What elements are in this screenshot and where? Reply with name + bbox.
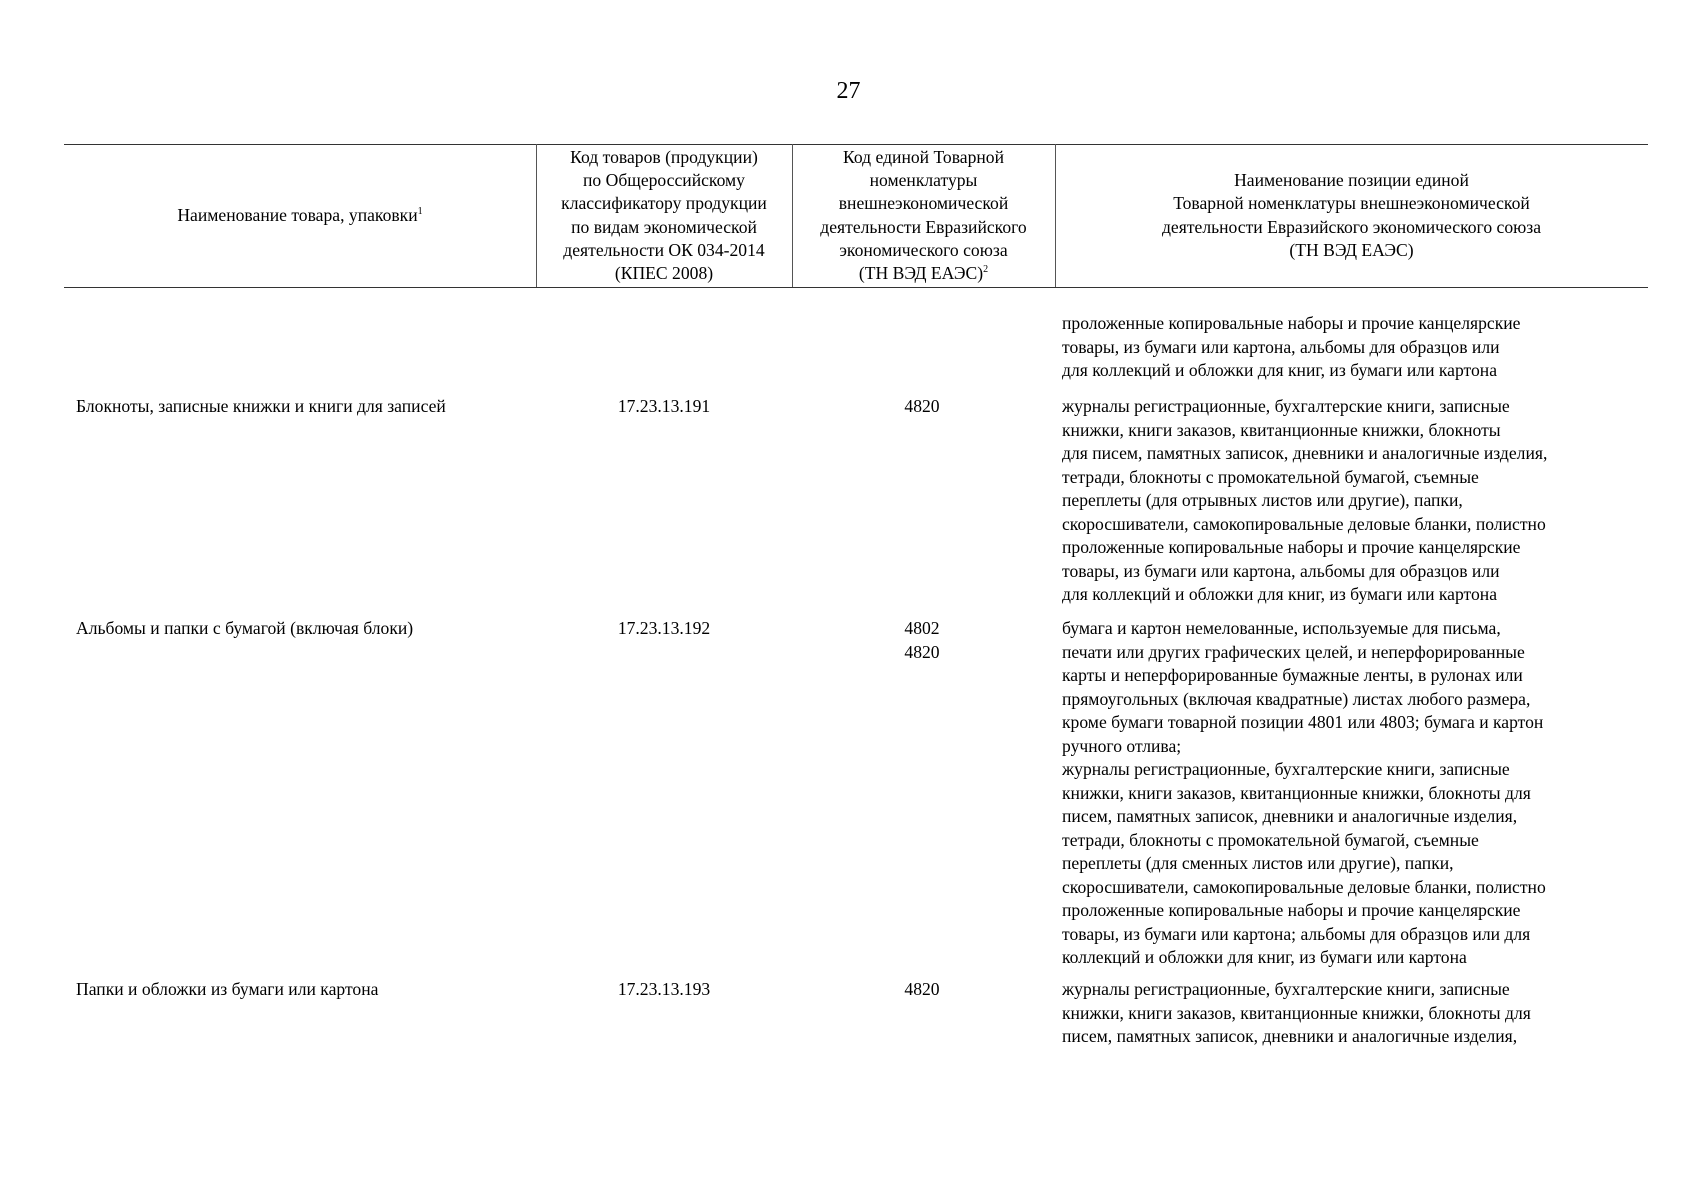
description-line: журналы регистрационные, бухгалтерские книги, записные	[1062, 979, 1510, 999]
description-line: тетради, блокноты с промокательной бумагой, съемные	[1062, 829, 1479, 850]
description-line: кроме бумаги товарной позиции 4801 или 4803; бумага и картон	[1062, 712, 1544, 732]
header-col-name	[64, 144, 536, 287]
row-3-description	[1062, 978, 1648, 1049]
description-line: товары, из бумаги или картона, альбомы для образцов или	[1062, 336, 1500, 357]
description-line: проложенные копировальные наборы и прочие канцелярские	[1062, 537, 1521, 557]
description-line: проложенные копировальные наборы и прочие канцелярские	[1062, 900, 1521, 920]
description-line: книжки, книги заказов, квитанционные книжки, блокноты	[1062, 419, 1501, 440]
description-line: скоросшиватели, самокопировальные деловые бланки, полистно	[1062, 876, 1546, 897]
description-line: книжки, книги заказов, квитанционные книжки, блокноты для	[1062, 782, 1531, 803]
description-line: коллекций и обложки для книг, из бумаги или картона	[1062, 947, 1467, 967]
description-line: товары, из бумаги или картона, альбомы для образцов или	[1062, 560, 1500, 581]
footnote-ref-1: 1	[417, 206, 423, 218]
description-line: скоросшиватели, самокопировальные деловые бланки, полистно	[1062, 513, 1546, 534]
row-2-product-name: Альбомы и папки с бумагой (включая блоки)	[76, 618, 414, 638]
description-line: переплеты (для отрывных листов или другие), папки,	[1062, 490, 1463, 510]
row-3-tnved-codes	[792, 978, 1052, 1002]
continuation-description	[1062, 312, 1648, 383]
row-1-description	[1062, 395, 1648, 607]
description-line: книжки, книги заказов, квитанционные книжки, блокноты для	[1062, 1002, 1531, 1023]
tnved-code: 4820	[904, 396, 940, 416]
description-line: проложенные копировальные наборы и прочие канцелярские	[1062, 313, 1521, 333]
header-col-name-label: Наименование товара, упаковки	[177, 204, 418, 225]
description-line: тетради, блокноты с промокательной бумагой, съемные	[1062, 466, 1479, 487]
header-col-tnved-line: экономического союза	[839, 239, 1008, 260]
tnved-code: 4820	[904, 979, 940, 999]
header-col-description-line: Наименование позиции единой	[1234, 170, 1469, 191]
header-col-okpd-line: деятельности ОК 034-2014	[563, 239, 765, 260]
description-line: товары, из бумаги или картона; альбомы для образцов или для	[1062, 923, 1531, 944]
header-col-description	[1055, 144, 1648, 287]
row-1-product-name: Блокноты, записные книжки и книги для записей	[76, 396, 446, 416]
description-line: переплеты (для сменных листов или другие), папки,	[1062, 853, 1454, 873]
row-3-okpd-code: 17.23.13.193	[617, 979, 711, 999]
tnved-code: 4820	[904, 641, 940, 662]
row-1-tnved-codes	[792, 395, 1052, 419]
description-line: ручного отлива;	[1062, 735, 1182, 756]
description-line: журналы регистрационные, бухгалтерские книги, записные	[1062, 396, 1510, 416]
header-col-tnved-line: Код единой Товарной	[843, 146, 1004, 167]
description-line: для коллекций и обложки для книг, из бумаги или картона	[1062, 360, 1498, 380]
row-3-product-name: Папки и обложки из бумаги или картона	[76, 979, 379, 999]
tnved-code: 4802	[904, 618, 940, 638]
description-line: карты и неперфорированные бумажные ленты, в рулонах или	[1062, 665, 1523, 685]
description-line: журналы регистрационные, бухгалтерские книги, записные	[1062, 759, 1510, 779]
description-line: печати или других графических целей, и неперфорированные	[1062, 641, 1525, 662]
header-col-tnved-line: внешнеэкономической	[838, 193, 1009, 214]
row-1-okpd-code: 17.23.13.191	[617, 396, 711, 416]
table-header-bottom-rule	[64, 287, 1648, 288]
header-col-okpd-line: (КПЕС 2008)	[614, 262, 714, 283]
row-2-okpd-code: 17.23.13.192	[617, 618, 711, 638]
header-col-tnved-line: (ТН ВЭД ЕАЭС)	[858, 262, 984, 283]
header-col-tnved-line: деятельности Евразийского	[820, 216, 1027, 237]
row-2-tnved-codes	[792, 617, 1052, 664]
description-line: писем, памятных записок, дневники и аналогичные изделия,	[1062, 1026, 1518, 1046]
header-col-okpd-line: по видам экономической	[571, 216, 757, 237]
description-line: писем, памятных записок, дневники и аналогичные изделия,	[1062, 806, 1518, 826]
description-line: бумага и картон немелованные, используемые для письма,	[1062, 618, 1501, 638]
header-col-description-line: (ТН ВЭД ЕАЭС)	[1289, 239, 1414, 260]
header-col-description-line: Товарной номенклатуры внешнеэкономической	[1173, 193, 1530, 214]
page-number: 27	[836, 78, 861, 104]
header-col-okpd-line: классификатору продукции	[561, 193, 767, 214]
description-line: для коллекций и обложки для книг, из бумаги или картона	[1062, 584, 1498, 604]
header-col-okpd-line: Код товаров (продукции)	[570, 146, 758, 167]
header-col-description-line: деятельности Евразийского экономического союза	[1161, 216, 1542, 237]
header-col-tnved	[792, 144, 1055, 287]
header-col-okpd	[536, 144, 792, 287]
row-2-description	[1062, 617, 1648, 970]
header-col-okpd-line: по Общероссийскому	[583, 170, 745, 191]
description-line: прямоугольных (включая квадратные) листах любого размера,	[1062, 688, 1531, 709]
header-col-tnved-line: номенклатуры	[869, 170, 978, 191]
footnote-ref-2: 2	[983, 264, 989, 276]
description-line: для писем, памятных записок, дневники и аналогичные изделия,	[1062, 443, 1548, 463]
